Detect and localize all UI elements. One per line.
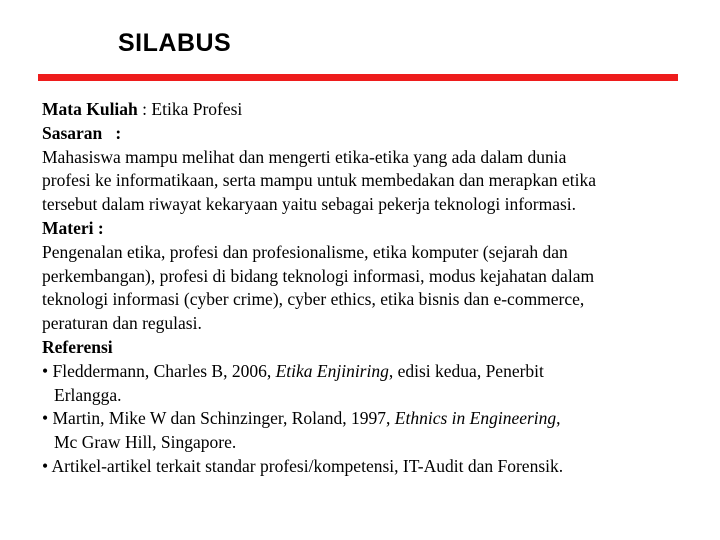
material-line-4: peraturan dan regulasi.: [42, 313, 202, 334]
syllabus-body: [42, 98, 692, 479]
reference-1-continuation: Erlangga.: [54, 384, 122, 405]
course-line: [42, 98, 692, 122]
reference-1-text: • Fleddermann, Charles B, 2006,: [42, 360, 276, 381]
reference-2-details: ,: [556, 408, 561, 429]
target-line-3: tersebut dalam riwayat kekaryaan yaitu sebagai pekerja teknologi informasi.: [42, 194, 577, 215]
page-title: SILABUS: [118, 29, 232, 57]
reference-1-title: Etika Enjiniring: [275, 360, 389, 381]
material-label: Materi :: [42, 217, 104, 238]
reference-3-text: • Artikel-artikel terkait standar profesi/kompetensi, IT-Audit dan Forensik.: [42, 455, 564, 476]
material-line-1: Pengenalan etika, profesi dan profesionalisme, etika komputer (sejarah dan: [42, 241, 568, 262]
reference-1-details: , edisi kedua, Penerbit: [388, 360, 544, 381]
reference-item-1: [42, 360, 692, 384]
material-line-2: perkembangan), profesi di bidang teknologi informasi, modus kejahatan dalam: [42, 265, 595, 286]
reference-item-3: [42, 455, 692, 479]
references-label: Referensi: [42, 336, 113, 357]
title-underline: [38, 74, 678, 81]
reference-2-text: • Martin, Mike W dan Schinzinger, Roland, 1997,: [42, 408, 395, 429]
target-label: Sasaran :: [42, 122, 122, 143]
course-label: Mata Kuliah: [42, 99, 138, 119]
course-value: Etika Profesi: [151, 99, 243, 119]
reference-2-title: Ethnics in Engineering: [394, 408, 557, 429]
reference-item-2: [42, 407, 692, 431]
material-line-3: teknologi informasi (cyber crime), cyber ethics, etika bisnis dan e-commerce,: [42, 289, 585, 310]
target-line-1: Mahasiswa mampu melihat dan mengerti etika-etika yang ada dalam dunia: [42, 146, 567, 167]
reference-2-continuation: Mc Graw Hill, Singapore.: [54, 432, 237, 453]
target-line-2: profesi ke informatikaan, serta mampu untuk membedakan dan merapkan etika: [42, 170, 596, 191]
course-separator: :: [137, 99, 152, 119]
